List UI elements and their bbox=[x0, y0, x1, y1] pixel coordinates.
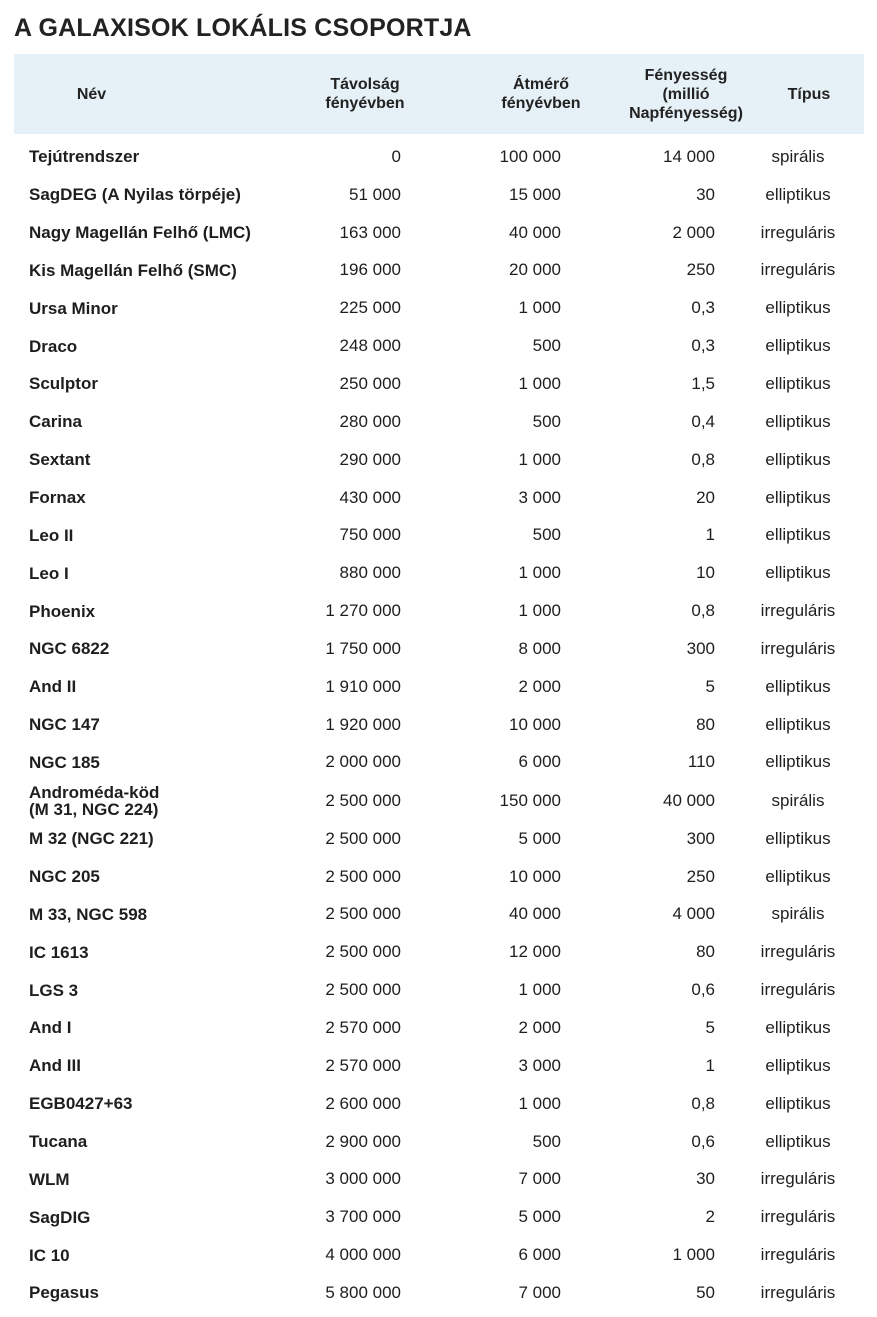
cell-diameter: 15 000 bbox=[509, 184, 561, 204]
cell-type: elliptikus bbox=[765, 336, 831, 356]
cell-luminosity: 80 bbox=[696, 942, 715, 962]
cell-type: irreguláris bbox=[760, 638, 836, 658]
cell-luminosity: 1 bbox=[705, 525, 715, 545]
cell-distance: 290 000 bbox=[339, 449, 401, 469]
table-row bbox=[0, 554, 877, 592]
cell-distance: 3 000 000 bbox=[325, 1169, 401, 1189]
cell-diameter: 1 000 bbox=[518, 298, 561, 318]
table-row bbox=[0, 365, 877, 403]
cell-luminosity: 0,3 bbox=[691, 336, 715, 356]
cell-name: Sculptor bbox=[29, 374, 98, 394]
cell-type: elliptikus bbox=[765, 298, 831, 318]
cell-luminosity: 0,8 bbox=[691, 601, 715, 621]
cell-type: irreguláris bbox=[760, 1282, 836, 1302]
cell-type: elliptikus bbox=[765, 525, 831, 545]
table-row bbox=[0, 441, 877, 479]
table-row bbox=[0, 1009, 877, 1047]
cell-distance: 196 000 bbox=[339, 260, 401, 280]
cell-luminosity: 30 bbox=[696, 1169, 715, 1189]
table-row bbox=[0, 592, 877, 630]
cell-diameter: 1 000 bbox=[518, 449, 561, 469]
cell-distance: 430 000 bbox=[339, 487, 401, 507]
table-row bbox=[0, 820, 877, 858]
table-row bbox=[0, 1274, 877, 1312]
cell-distance: 1 910 000 bbox=[325, 676, 401, 696]
cell-type: elliptikus bbox=[765, 714, 831, 734]
cell-diameter: 500 bbox=[532, 336, 561, 356]
cell-name: Tucana bbox=[29, 1132, 88, 1152]
cell-luminosity: 1 000 bbox=[672, 1245, 715, 1265]
cell-diameter: 3 000 bbox=[518, 1055, 561, 1075]
cell-distance: 2 000 000 bbox=[325, 752, 401, 772]
table-row bbox=[0, 744, 877, 782]
cell-luminosity: 250 bbox=[686, 866, 715, 886]
cell-luminosity: 30 bbox=[696, 184, 715, 204]
cell-name: Carina bbox=[29, 412, 82, 432]
cell-name: Androméda-köd (M 31, NGC 224) bbox=[29, 782, 160, 819]
table-row bbox=[0, 327, 877, 365]
cell-type: irreguláris bbox=[760, 942, 836, 962]
cell-name: IC 10 bbox=[29, 1245, 70, 1265]
cell-type: elliptikus bbox=[765, 752, 831, 772]
cell-diameter: 8 000 bbox=[518, 638, 561, 658]
cell-distance: 163 000 bbox=[339, 222, 401, 242]
cell-type: elliptikus bbox=[765, 1017, 831, 1037]
cell-luminosity: 1,5 bbox=[691, 373, 715, 393]
table-row bbox=[0, 1198, 877, 1236]
cell-name: M 33, NGC 598 bbox=[29, 904, 148, 924]
cell-distance: 2 900 000 bbox=[325, 1131, 401, 1151]
table-row bbox=[0, 479, 877, 517]
table-row bbox=[0, 781, 877, 820]
cell-distance: 1 920 000 bbox=[325, 714, 401, 734]
cell-name: Ursa Minor bbox=[29, 298, 118, 318]
cell-distance: 225 000 bbox=[339, 298, 401, 318]
cell-type: elliptikus bbox=[765, 184, 831, 204]
cell-luminosity: 40 000 bbox=[663, 790, 715, 810]
cell-type: irreguláris bbox=[760, 601, 836, 621]
column-header-diameter-label: Átmérő fényévben bbox=[501, 76, 581, 112]
cell-diameter: 5 000 bbox=[518, 828, 561, 848]
cell-diameter: 1 000 bbox=[518, 563, 561, 583]
table-row bbox=[0, 1085, 877, 1123]
column-header-luminosity bbox=[606, 54, 766, 134]
cell-diameter: 1 000 bbox=[518, 601, 561, 621]
column-header-type: Típus bbox=[787, 85, 831, 103]
cell-diameter: 40 000 bbox=[509, 904, 561, 924]
cell-diameter: 100 000 bbox=[499, 146, 561, 166]
table-row bbox=[0, 1236, 877, 1274]
cell-diameter: 3 000 bbox=[518, 487, 561, 507]
cell-distance: 2 570 000 bbox=[325, 1055, 401, 1075]
cell-type: spirális bbox=[771, 790, 825, 810]
cell-distance: 280 000 bbox=[339, 411, 401, 431]
cell-type: spirális bbox=[771, 146, 825, 166]
table-row bbox=[0, 668, 877, 706]
cell-type: irreguláris bbox=[760, 980, 836, 1000]
table-row bbox=[0, 706, 877, 744]
cell-luminosity: 0,6 bbox=[691, 980, 715, 1000]
cell-type: elliptikus bbox=[765, 487, 831, 507]
cell-distance: 51 000 bbox=[349, 184, 401, 204]
column-header-distance bbox=[310, 54, 420, 134]
cell-name: SagDIG bbox=[29, 1207, 91, 1227]
column-header-distance-label: Távolság fényévben bbox=[325, 76, 405, 112]
table-row bbox=[0, 971, 877, 1009]
cell-distance: 2 500 000 bbox=[325, 866, 401, 886]
table-row bbox=[0, 138, 877, 176]
cell-distance: 2 570 000 bbox=[325, 1017, 401, 1037]
cell-diameter: 500 bbox=[532, 525, 561, 545]
cell-distance: 2 500 000 bbox=[325, 942, 401, 962]
cell-type: elliptikus bbox=[765, 828, 831, 848]
cell-diameter: 2 000 bbox=[518, 676, 561, 696]
table-row bbox=[0, 403, 877, 441]
table-body bbox=[0, 138, 877, 1312]
cell-name: Pegasus bbox=[29, 1283, 99, 1303]
cell-type: irreguláris bbox=[760, 222, 836, 242]
cell-name: And III bbox=[29, 1056, 81, 1076]
cell-luminosity: 10 bbox=[696, 563, 715, 583]
cell-name: Kis Magellán Felhő (SMC) bbox=[29, 260, 237, 280]
table-row bbox=[0, 1047, 877, 1085]
cell-diameter: 1 000 bbox=[518, 980, 561, 1000]
cell-type: irreguláris bbox=[760, 1207, 836, 1227]
cell-name: Phoenix bbox=[29, 601, 96, 621]
cell-luminosity: 5 bbox=[705, 1017, 715, 1037]
cell-luminosity: 0,4 bbox=[691, 411, 715, 431]
cell-name: SagDEG (A Nyilas törpéje) bbox=[29, 185, 241, 205]
cell-distance: 2 600 000 bbox=[325, 1093, 401, 1113]
table-row bbox=[0, 289, 877, 327]
cell-type: elliptikus bbox=[765, 676, 831, 696]
cell-name: IC 1613 bbox=[29, 942, 89, 962]
cell-luminosity: 2 bbox=[705, 1207, 715, 1227]
cell-name: EGB0427+63 bbox=[29, 1094, 133, 1114]
cell-distance: 2 500 000 bbox=[325, 980, 401, 1000]
table-row bbox=[0, 630, 877, 668]
cell-distance: 750 000 bbox=[339, 525, 401, 545]
cell-diameter: 500 bbox=[532, 1131, 561, 1151]
cell-name: Draco bbox=[29, 336, 78, 356]
cell-name: And I bbox=[29, 1018, 72, 1038]
cell-luminosity: 5 bbox=[705, 676, 715, 696]
cell-diameter: 1 000 bbox=[518, 373, 561, 393]
cell-luminosity: 20 bbox=[696, 487, 715, 507]
cell-diameter: 7 000 bbox=[518, 1169, 561, 1189]
cell-diameter: 5 000 bbox=[518, 1207, 561, 1227]
cell-distance: 0 bbox=[391, 146, 401, 166]
cell-type: irreguláris bbox=[760, 260, 836, 280]
cell-diameter: 2 000 bbox=[518, 1017, 561, 1037]
cell-type: elliptikus bbox=[765, 411, 831, 431]
cell-luminosity: 1 bbox=[705, 1055, 715, 1075]
cell-name: NGC 205 bbox=[29, 867, 100, 887]
cell-type: elliptikus bbox=[765, 1055, 831, 1075]
cell-type: elliptikus bbox=[765, 373, 831, 393]
cell-diameter: 150 000 bbox=[499, 790, 561, 810]
cell-diameter: 12 000 bbox=[509, 942, 561, 962]
table-row bbox=[0, 933, 877, 971]
column-header-diameter bbox=[486, 54, 596, 134]
cell-type: spirális bbox=[771, 904, 825, 924]
cell-name: Leo I bbox=[29, 563, 69, 583]
table-header bbox=[14, 54, 864, 134]
table-row bbox=[0, 1160, 877, 1198]
table-row bbox=[0, 176, 877, 214]
table-row bbox=[0, 1123, 877, 1161]
table-row bbox=[0, 896, 877, 934]
cell-diameter: 20 000 bbox=[509, 260, 561, 280]
cell-luminosity: 250 bbox=[686, 260, 715, 280]
cell-diameter: 10 000 bbox=[509, 714, 561, 734]
cell-name: And II bbox=[29, 677, 77, 697]
cell-type: elliptikus bbox=[765, 449, 831, 469]
cell-type: elliptikus bbox=[765, 1131, 831, 1151]
table-row bbox=[0, 214, 877, 252]
column-header-luminosity-label: Fényesség (millió Napfényesség) bbox=[629, 66, 743, 122]
cell-luminosity: 2 000 bbox=[672, 222, 715, 242]
cell-luminosity: 0,8 bbox=[691, 449, 715, 469]
cell-distance: 4 000 000 bbox=[325, 1245, 401, 1265]
cell-name: NGC 185 bbox=[29, 752, 100, 772]
cell-luminosity: 0,6 bbox=[691, 1131, 715, 1151]
cell-diameter: 1 000 bbox=[518, 1093, 561, 1113]
cell-distance: 2 500 000 bbox=[325, 828, 401, 848]
cell-type: elliptikus bbox=[765, 866, 831, 886]
cell-name: NGC 6822 bbox=[29, 639, 110, 659]
table-row bbox=[0, 252, 877, 290]
cell-name: M 32 (NGC 221) bbox=[29, 829, 154, 849]
cell-luminosity: 300 bbox=[686, 828, 715, 848]
cell-distance: 248 000 bbox=[339, 336, 401, 356]
cell-name: Tejútrendszer bbox=[29, 147, 140, 167]
cell-luminosity: 80 bbox=[696, 714, 715, 734]
cell-type: elliptikus bbox=[765, 563, 831, 583]
cell-diameter: 6 000 bbox=[518, 752, 561, 772]
cell-diameter: 500 bbox=[532, 411, 561, 431]
cell-name: LGS 3 bbox=[29, 980, 79, 1000]
cell-distance: 1 270 000 bbox=[325, 601, 401, 621]
cell-name: Nagy Magellán Felhő (LMC) bbox=[29, 223, 251, 243]
cell-distance: 2 500 000 bbox=[325, 790, 401, 810]
cell-distance: 3 700 000 bbox=[325, 1207, 401, 1227]
cell-name: Sextant bbox=[29, 450, 91, 470]
cell-name: Fornax bbox=[29, 488, 86, 508]
cell-luminosity: 300 bbox=[686, 638, 715, 658]
page-title: A GALAXISOK LOKÁLIS CSOPORTJA bbox=[14, 14, 472, 42]
cell-luminosity: 4 000 bbox=[672, 904, 715, 924]
cell-type: irreguláris bbox=[760, 1245, 836, 1265]
cell-diameter: 7 000 bbox=[518, 1282, 561, 1302]
table-row bbox=[0, 858, 877, 896]
cell-luminosity: 50 bbox=[696, 1282, 715, 1302]
cell-name: Leo II bbox=[29, 525, 74, 545]
cell-diameter: 6 000 bbox=[518, 1245, 561, 1265]
cell-luminosity: 0,3 bbox=[691, 298, 715, 318]
cell-luminosity: 110 bbox=[687, 752, 715, 772]
cell-type: irreguláris bbox=[760, 1169, 836, 1189]
cell-distance: 2 500 000 bbox=[325, 904, 401, 924]
cell-distance: 1 750 000 bbox=[325, 638, 401, 658]
cell-name: NGC 147 bbox=[29, 715, 100, 735]
cell-luminosity: 0,8 bbox=[691, 1093, 715, 1113]
cell-distance: 250 000 bbox=[339, 373, 401, 393]
cell-name: WLM bbox=[29, 1169, 70, 1189]
cell-luminosity: 14 000 bbox=[663, 146, 715, 166]
cell-distance: 880 000 bbox=[339, 563, 401, 583]
cell-diameter: 10 000 bbox=[509, 866, 561, 886]
cell-diameter: 40 000 bbox=[509, 222, 561, 242]
cell-type: elliptikus bbox=[765, 1093, 831, 1113]
column-header-name: Név bbox=[76, 85, 107, 103]
cell-distance: 5 800 000 bbox=[325, 1282, 401, 1302]
table-row bbox=[0, 516, 877, 554]
